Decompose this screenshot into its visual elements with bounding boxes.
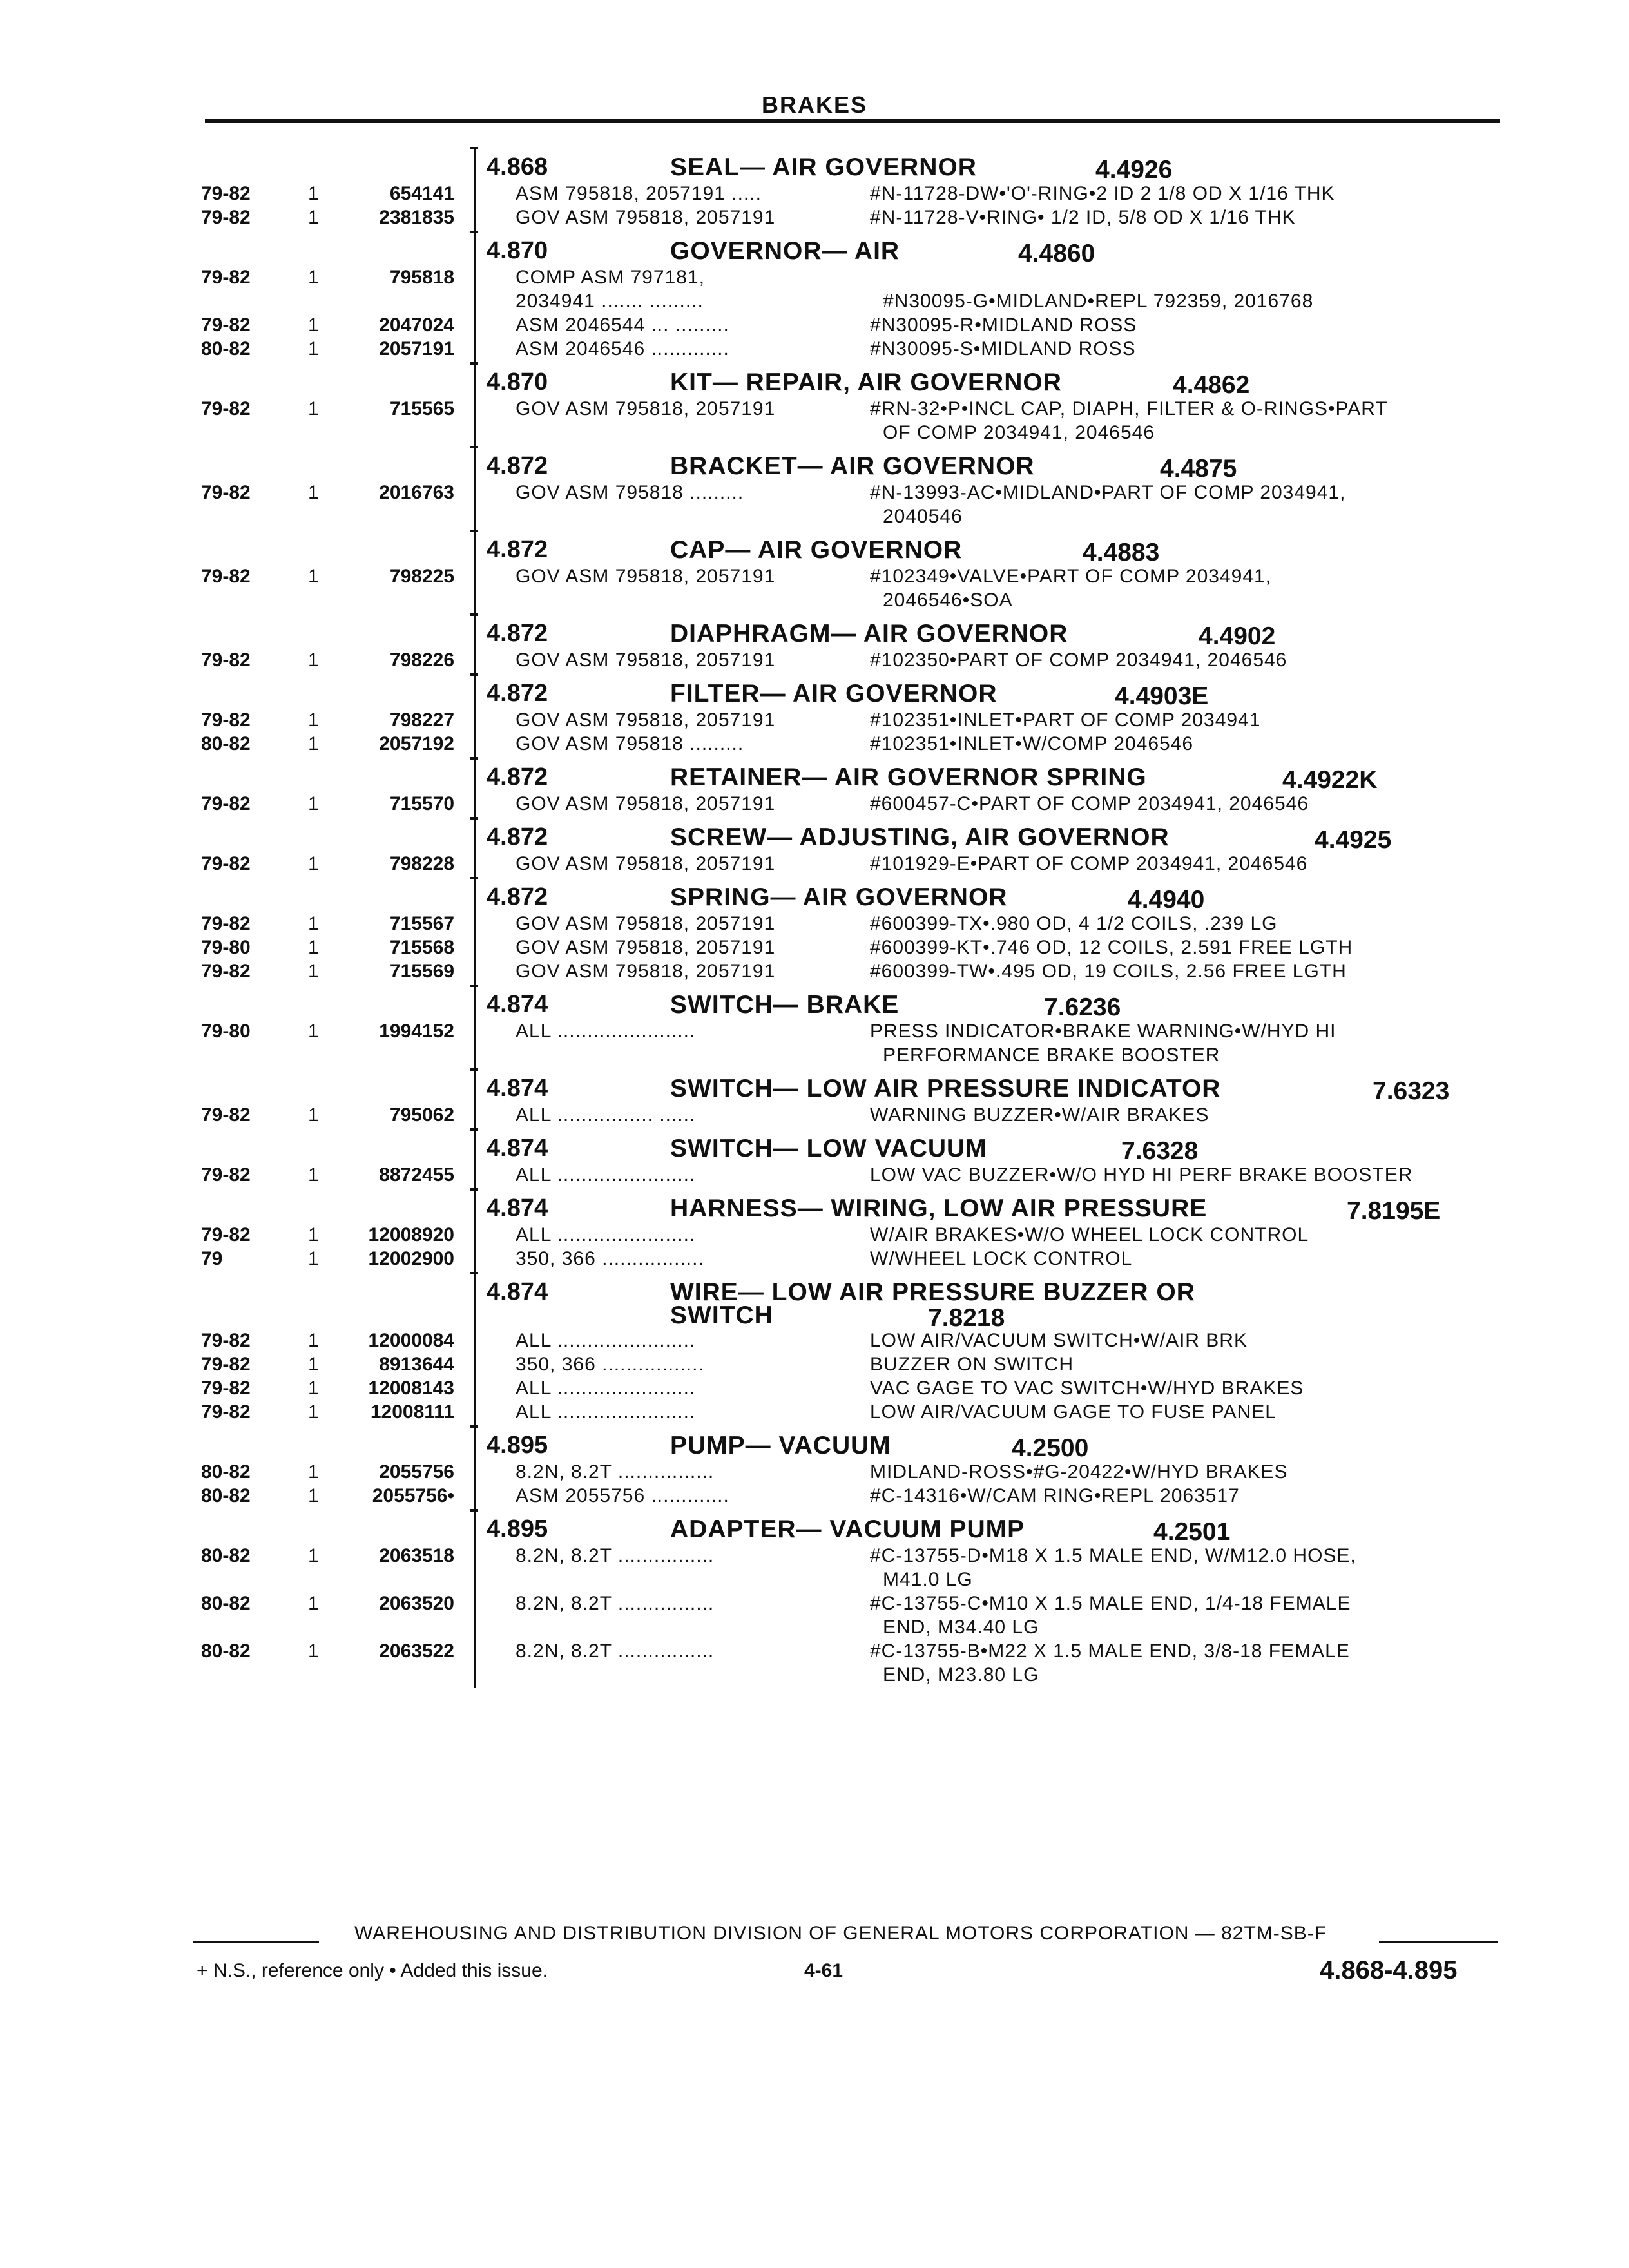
application: GOV ASM 795818, 2057191 [516,398,776,419]
remarks: #N-11728-V•RING• 1/2 ID, 5/8 OD X 1/16 THK [870,207,1296,228]
quantity: 1 [308,1485,319,1506]
parts-section [0,1425,1629,1509]
quantity: 1 [308,1104,319,1126]
application: 8.2N, 8.2T ................ [516,1461,715,1483]
part-number: 795062 [389,1104,454,1126]
parts-row [0,1378,1629,1401]
application: 350, 366 ................. [516,1248,704,1269]
section-name: CAP— AIR GOVERNOR [670,536,963,564]
footer-legend: + N.S., reference only • Added this issue. [197,1960,548,1981]
parts-row [0,961,1629,985]
model-years: 79-82 [201,1224,251,1245]
application: ASM 2046544 ... ......... [516,314,729,336]
model-years: 79-82 [201,709,251,731]
application: GOV ASM 795818, 2057191 [516,853,776,874]
application: GOV ASM 795818, 2057191 [516,709,776,731]
quantity: 1 [308,937,319,958]
section-code: 4.872 [487,680,548,707]
section-name: SPRING— AIR GOVERNOR [670,883,1008,911]
part-number: 2055756 [379,1461,454,1483]
section-header [0,446,1629,482]
quantity: 1 [308,913,319,934]
footer-rule-left [193,1941,319,1943]
parts-row [0,1330,1629,1354]
parts-row [0,398,1629,422]
section-name: ADAPTER— VACUUM PUMP [670,1515,1025,1543]
application: ALL ....................... [516,1021,696,1042]
parts-row-continued [0,291,1629,314]
application: GOV ASM 795818 ......... [516,733,744,754]
parts-row [0,733,1629,757]
model-years: 80-82 [201,1461,251,1483]
quantity: 1 [308,1248,319,1269]
application: 8.2N, 8.2T ................ [516,1593,715,1614]
quantity: 1 [308,1021,319,1042]
remarks: #C-13755-D•M18 X 1.5 MALE END, W/M12.0 HOSE, [870,1545,1356,1566]
section-name: GOVERNOR— AIR [670,237,900,265]
application: 8.2N, 8.2T ................ [516,1640,715,1662]
remarks-continued: OF COMP 2034941, 2046546 [883,422,1155,443]
remarks: #C-13755-C•M10 X 1.5 MALE END, 1/4-18 FEMALE [870,1593,1351,1614]
model-years: 80-82 [201,1545,251,1566]
section-name: SWITCH— BRAKE [670,991,900,1019]
section-reference: 4.4883 [1083,539,1160,566]
part-number: 715568 [389,937,454,958]
section-header [0,1509,1629,1545]
parts-row [0,649,1629,673]
application: GOV ASM 795818, 2057191 [516,913,776,934]
model-years: 79-82 [201,649,251,671]
part-number: 12002900 [368,1248,454,1269]
parts-row [0,709,1629,733]
footer-rule-right [1379,1941,1498,1943]
section-header [0,362,1629,398]
model-years: 79-82 [201,1164,251,1186]
part-number: 715570 [389,793,454,814]
section-code: 4.874 [487,1135,548,1162]
parts-section [0,362,1629,446]
section-header [0,613,1629,649]
part-number: 2047024 [379,314,454,336]
quantity: 1 [308,207,319,228]
section-reference: 4.2500 [1012,1434,1089,1462]
model-years: 79-82 [201,1401,251,1423]
part-number: 715569 [389,961,454,982]
remarks: #N30095-R•MIDLAND ROSS [870,314,1137,336]
model-years: 79-82 [201,1378,251,1399]
parts-row-continued [0,422,1629,446]
section-reference: 4.4922K [1282,766,1378,794]
part-number: 2063522 [379,1640,454,1662]
application: 350, 366 ................. [516,1354,704,1375]
remarks: #N-13993-AC•MIDLAND•PART OF COMP 2034941, [870,482,1346,503]
quantity: 1 [308,793,319,814]
quantity: 1 [308,183,319,204]
model-years: 80-82 [201,1593,251,1614]
model-years: 79-82 [201,482,251,503]
section-header [0,1188,1629,1224]
section-name: DIAPHRAGM— AIR GOVERNOR [670,620,1068,648]
section-name: HARNESS— WIRING, LOW AIR PRESSURE [670,1195,1208,1222]
quantity: 1 [308,482,319,503]
model-years: 79-82 [201,961,251,982]
parts-row [0,338,1629,362]
section-header [0,877,1629,913]
quantity: 1 [308,1330,319,1351]
model-years: 79-80 [201,1021,251,1042]
parts-section [0,446,1629,530]
section-header [0,147,1629,183]
section-reference: 4.4860 [1018,240,1095,267]
section-header [0,757,1629,793]
parts-row [0,314,1629,338]
model-years: 79-82 [201,1330,251,1351]
application: GOV ASM 795818, 2057191 [516,207,776,228]
section-header [0,1068,1629,1104]
parts-row [0,482,1629,506]
application: GOV ASM 795818 ......... [516,482,744,503]
model-years: 79-80 [201,937,251,958]
quantity: 1 [308,314,319,336]
parts-row [0,1224,1629,1248]
section-reference: 7.8218 [928,1304,1005,1332]
section-name: SWITCH— LOW VACUUM [670,1135,987,1162]
remarks: LOW AIR/VACUUM SWITCH•W/AIR BRK [870,1330,1248,1351]
remarks: BUZZER ON SWITCH [870,1354,1074,1375]
section-name: RETAINER— AIR GOVERNOR SPRING [670,764,1147,791]
section-code: 4.874 [487,1195,548,1222]
quantity: 1 [308,1545,319,1566]
remarks: #102349•VALVE•PART OF COMP 2034941, [870,566,1272,587]
parts-section [0,530,1629,613]
parts-row [0,267,1629,291]
parts-list [0,147,1629,1688]
section-name: SEAL— AIR GOVERNOR [670,153,977,181]
application: GOV ASM 795818, 2057191 [516,937,776,958]
remarks: #600399-TW•.495 OD, 19 COILS, 2.56 FREE LGTH [870,961,1347,982]
model-years: 79-82 [201,566,251,587]
model-years: 79-82 [201,793,251,814]
parts-row [0,1021,1629,1044]
application: ASM 2055756 ............. [516,1485,729,1506]
section-name: SCREW— ADJUSTING, AIR GOVERNOR [670,823,1170,851]
application: ALL ................ ...... [516,1104,696,1126]
quantity: 1 [308,1164,319,1186]
parts-row [0,1485,1629,1509]
quantity: 1 [308,853,319,874]
section-reference: 4.4875 [1160,455,1237,483]
section-code: 4.870 [487,237,548,264]
quantity: 1 [308,1378,319,1399]
section-name: PUMP— VACUUM [670,1432,891,1459]
quantity: 1 [308,733,319,754]
section-header [0,1128,1629,1164]
section-reference: 7.6236 [1044,994,1121,1021]
remarks-continued: END, M34.40 LG [883,1617,1039,1638]
parts-section [0,1188,1629,1272]
section-code: 4.874 [487,991,548,1018]
remarks-continued: 2040546 [883,506,963,527]
parts-section [0,757,1629,817]
parts-row [0,1401,1629,1425]
section-header [0,673,1629,709]
remarks: WARNING BUZZER•W/AIR BRAKES [870,1104,1210,1126]
section-name-continued: SWITCH [670,1302,773,1329]
parts-row-continued [0,506,1629,530]
model-years: 79-82 [201,314,251,336]
quantity: 1 [308,1593,319,1614]
remarks: #102351•INLET•PART OF COMP 2034941 [870,709,1261,731]
footer-division: WAREHOUSING AND DISTRIBUTION DIVISION OF GENERAL MOTORS CORPORATION — 82TM-SB-F [354,1923,1327,1944]
parts-row [0,1248,1629,1272]
application: ALL ....................... [516,1224,696,1245]
part-number: 8913644 [379,1354,454,1375]
quantity: 1 [308,566,319,587]
model-years: 80-82 [201,1485,251,1506]
parts-row [0,1545,1629,1569]
quantity: 1 [308,267,319,288]
model-years: 79-82 [201,398,251,419]
section-name: FILTER— AIR GOVERNOR [670,680,998,707]
parts-row-continued [0,590,1629,613]
remarks: #600399-KT•.746 OD, 12 COILS, 2.591 FREE LGTH [870,937,1353,958]
section-name: KIT— REPAIR, AIR GOVERNOR [670,369,1062,396]
part-number: 2063520 [379,1593,454,1614]
parts-row-continued [0,1044,1629,1068]
section-code: 4.872 [487,764,548,791]
section-code: 4.895 [487,1515,548,1542]
section-reference: 4.4940 [1128,886,1205,914]
quantity: 1 [308,398,319,419]
application: COMP ASM 797181, [516,267,705,288]
section-code: 4.874 [487,1075,548,1102]
parts-section [0,231,1629,362]
section-code: 4.872 [487,452,548,479]
parts-row-continued [0,1569,1629,1593]
parts-section [0,147,1629,231]
section-code: 4.872 [487,883,548,910]
part-number: 2381835 [379,207,454,228]
parts-section [0,1128,1629,1188]
parts-row [0,1354,1629,1378]
remarks-continued: #N30095-G•MIDLAND•REPL 792359, 2016768 [883,291,1314,312]
parts-row [0,207,1629,231]
part-number: 2057191 [379,338,454,360]
section-header [0,231,1629,267]
part-number: 12008920 [368,1224,454,1245]
application: ASM 795818, 2057191 ..... [516,183,762,204]
part-number: 795818 [389,267,454,288]
part-number: 798227 [389,709,454,731]
model-years: 80-82 [201,733,251,754]
parts-row [0,853,1629,877]
page-number: 4-61 [804,1960,843,1981]
remarks: #C-14316•W/CAM RING•REPL 2063517 [870,1485,1240,1506]
model-years: 79-82 [201,1104,251,1126]
parts-section [0,613,1629,673]
section-code: 4.872 [487,620,548,647]
model-years: 79-82 [201,207,251,228]
column-rule [474,147,476,1688]
remarks: #N-11728-DW•'O'-RING•2 ID 2 1/8 OD X 1/16 THK [870,183,1335,204]
model-years: 79-82 [201,853,251,874]
part-number: 12008143 [368,1378,454,1399]
part-number: 2063518 [379,1545,454,1566]
section-header [0,1272,1629,1330]
section-reference: 4.4925 [1315,826,1392,854]
section-reference: 7.8195E [1347,1197,1441,1225]
parts-row [0,937,1629,961]
remarks: #600457-C•PART OF COMP 2034941, 2046546 [870,793,1309,814]
part-number: 654141 [389,183,454,204]
application: ALL ....................... [516,1164,696,1186]
application: GOV ASM 795818, 2057191 [516,961,776,982]
model-years: 79-82 [201,267,251,288]
section-code: 4.874 [487,1278,548,1305]
section-reference: 4.4902 [1199,622,1276,650]
section-code: 4.872 [487,823,548,850]
remarks: #C-13755-B•M22 X 1.5 MALE END, 3/8-18 FEMALE [870,1640,1350,1662]
page-title: BRAKES [761,91,867,118]
application: ALL ....................... [516,1401,696,1423]
model-years: 79-82 [201,1354,251,1375]
remarks: #RN-32•P•INCL CAP, DIAPH, FILTER & O-RINGS•PART [870,398,1388,419]
application-continued: 2034941 ....... ......... [516,291,704,312]
remarks-continued: M41.0 LG [883,1569,973,1590]
part-number: 8872455 [379,1164,454,1186]
quantity: 1 [308,1401,319,1423]
part-number: 1994152 [379,1021,454,1042]
parts-row-continued [0,1617,1629,1640]
remarks: VAC GAGE TO VAC SWITCH•W/HYD BRAKES [870,1378,1304,1399]
application: ALL ....................... [516,1378,696,1399]
remarks: #102350•PART OF COMP 2034941, 2046546 [870,649,1287,671]
header-rule [205,119,1500,123]
section-name: SWITCH— LOW AIR PRESSURE INDICATOR [670,1075,1221,1102]
section-code: 4.868 [487,153,548,180]
remarks: W/WHEEL LOCK CONTROL [870,1248,1133,1269]
section-code: 4.872 [487,536,548,563]
remarks: #102351•INLET•W/COMP 2046546 [870,733,1194,754]
part-number: 2057192 [379,733,454,754]
remarks: W/AIR BRAKES•W/O WHEEL LOCK CONTROL [870,1224,1309,1245]
quantity: 1 [308,1640,319,1662]
section-reference: 7.6323 [1373,1077,1450,1105]
parts-row [0,1164,1629,1188]
part-number: 12008111 [370,1401,454,1423]
quantity: 1 [308,709,319,731]
parts-section [0,1272,1629,1425]
section-reference: 4.4903E [1115,682,1209,710]
section-code: 4.870 [487,369,548,396]
parts-row-continued [0,1664,1629,1688]
parts-row [0,566,1629,590]
part-number: 715565 [389,398,454,419]
remarks-continued: PERFORMANCE BRAKE BOOSTER [883,1044,1220,1066]
model-years: 79-82 [201,183,251,204]
quantity: 1 [308,649,319,671]
model-years: 80-82 [201,338,251,360]
section-reference: 4.4862 [1173,371,1250,399]
parts-row [0,1593,1629,1617]
application: GOV ASM 795818, 2057191 [516,793,776,814]
remarks: #N30095-S•MIDLAND ROSS [870,338,1136,360]
remarks: #101929-E•PART OF COMP 2034941, 2046546 [870,853,1308,874]
quantity: 1 [308,1224,319,1245]
parts-section [0,1509,1629,1688]
model-years: 79 [201,1248,223,1269]
section-header [0,985,1629,1021]
application: 8.2N, 8.2T ................ [516,1545,715,1566]
remarks: MIDLAND-ROSS•#G-20422•W/HYD BRAKES [870,1461,1288,1483]
parts-section [0,1068,1629,1128]
section-reference: 4.4926 [1095,156,1173,184]
remarks-continued: END, M23.80 LG [883,1664,1039,1686]
quantity: 1 [308,1461,319,1483]
parts-row [0,1461,1629,1485]
part-number: 715567 [389,913,454,934]
remarks: LOW AIR/VACUUM GAGE TO FUSE PANEL [870,1401,1277,1423]
model-years: 80-82 [201,1640,251,1662]
part-number: 2055756• [372,1485,454,1506]
quantity: 1 [308,961,319,982]
remarks: LOW VAC BUZZER•W/O HYD HI PERF BRAKE BOOSTER [870,1164,1413,1186]
remarks-continued: 2046546•SOA [883,590,1013,611]
remarks: PRESS INDICATOR•BRAKE WARNING•W/HYD HI [870,1021,1336,1042]
part-number: 2016763 [379,482,454,503]
parts-row [0,913,1629,937]
parts-row [0,183,1629,207]
part-number: 12000084 [368,1330,454,1351]
remarks: #600399-TX•.980 OD, 4 1/2 COILS, .239 LG [870,913,1278,934]
parts-row [0,793,1629,817]
application: ALL ....................... [516,1330,696,1351]
application: GOV ASM 795818, 2057191 [516,649,776,671]
part-number: 798225 [389,566,454,587]
section-header [0,817,1629,853]
parts-row [0,1104,1629,1128]
parts-section [0,877,1629,985]
page-range: 4.868-4.895 [1320,1956,1458,1984]
parts-section [0,985,1629,1068]
application: ASM 2046546 ............. [516,338,729,360]
section-code: 4.895 [487,1432,548,1459]
part-number: 798226 [389,649,454,671]
section-reference: 4.2501 [1153,1518,1231,1546]
section-header [0,1425,1629,1461]
parts-row [0,1640,1629,1664]
part-number: 798228 [389,853,454,874]
model-years: 79-82 [201,913,251,934]
parts-section [0,817,1629,877]
quantity: 1 [308,1354,319,1375]
quantity: 1 [308,338,319,360]
parts-section [0,673,1629,757]
section-name: BRACKET— AIR GOVERNOR [670,452,1035,480]
section-reference: 7.6328 [1121,1137,1199,1165]
section-header [0,530,1629,566]
section-name: WIRE— LOW AIR PRESSURE BUZZER OR [670,1278,1195,1306]
application: GOV ASM 795818, 2057191 [516,566,776,587]
